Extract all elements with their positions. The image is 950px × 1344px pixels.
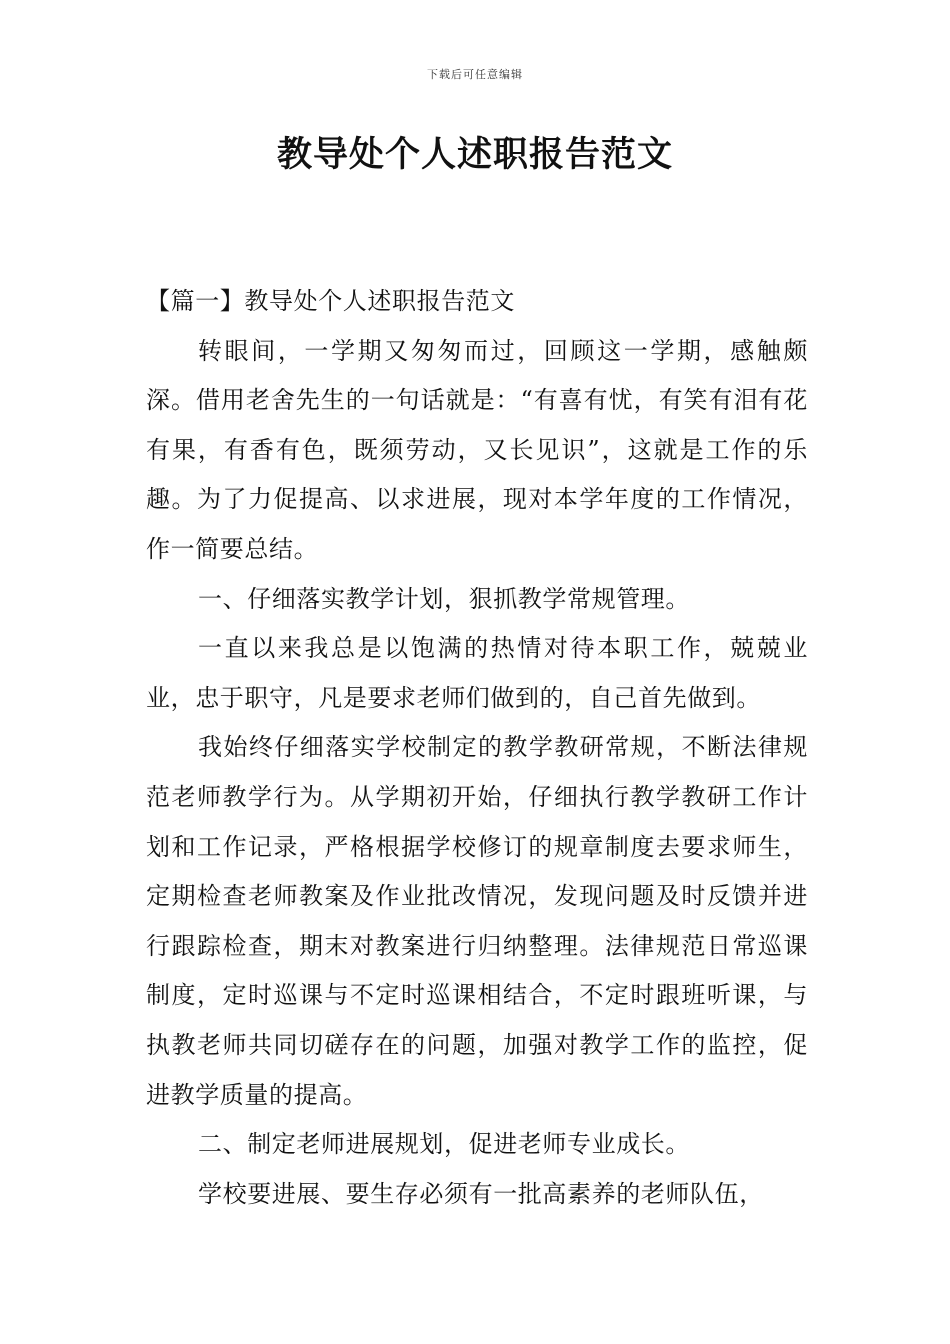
- paragraph-heading-one: 一、仔细落实教学计划，狠抓教学常规管理。: [198, 584, 690, 613]
- paragraph-teaching-routine: 我始终仔细落实学校制定的教学教研常规，不断法律规范老师教学行为。从学期初开始，仔细执行教学教研工作计划和工作记录，严格根据学校修订的规章制度去要求师生，定期检查老师教案及作业批改情况，发现问题及时反馈并进行跟踪检查，期末对教案进行归纳整理。法律规范日常巡课制度，定时巡课与不定时巡课相结合，不定时跟班听课，与执教老师共同切磋存在的问题，加强对教学工作的监控，促进教学质量的提高。: [146, 733, 808, 1109]
- document-body: [146, 277, 808, 1219]
- paragraph-heading-two: 二、制定老师进展规划，促进老师专业成长。: [198, 1130, 690, 1159]
- section-heading: 【篇一】教导处个人述职报告范文: [146, 287, 515, 315]
- page-title: 教导处个人述职报告范文: [276, 135, 673, 175]
- paragraph-dedication: 一直以来我总是以饱满的热情对待本职工作，兢兢业业，忠于职守，凡是要求老师们做到的，自己首先做到。: [146, 634, 808, 712]
- header-note: 下载后可任意编辑: [427, 68, 523, 81]
- paragraph-intro: 转眼间，一学期又匆匆而过，回顾这一学期，感触颇深。借用老舍先生的一句话就是：“有喜有忧，有笑有泪有花有果，有香有色，既须劳动，又长见识”，这就是工作的乐趣。为了力促提高、以求进展，现对本学年度的工作情况，作一简要总结。: [146, 336, 808, 563]
- paragraph-teacher-team: 学校要进展、要生存必须有一批高素养的老师队伍，: [198, 1179, 764, 1208]
